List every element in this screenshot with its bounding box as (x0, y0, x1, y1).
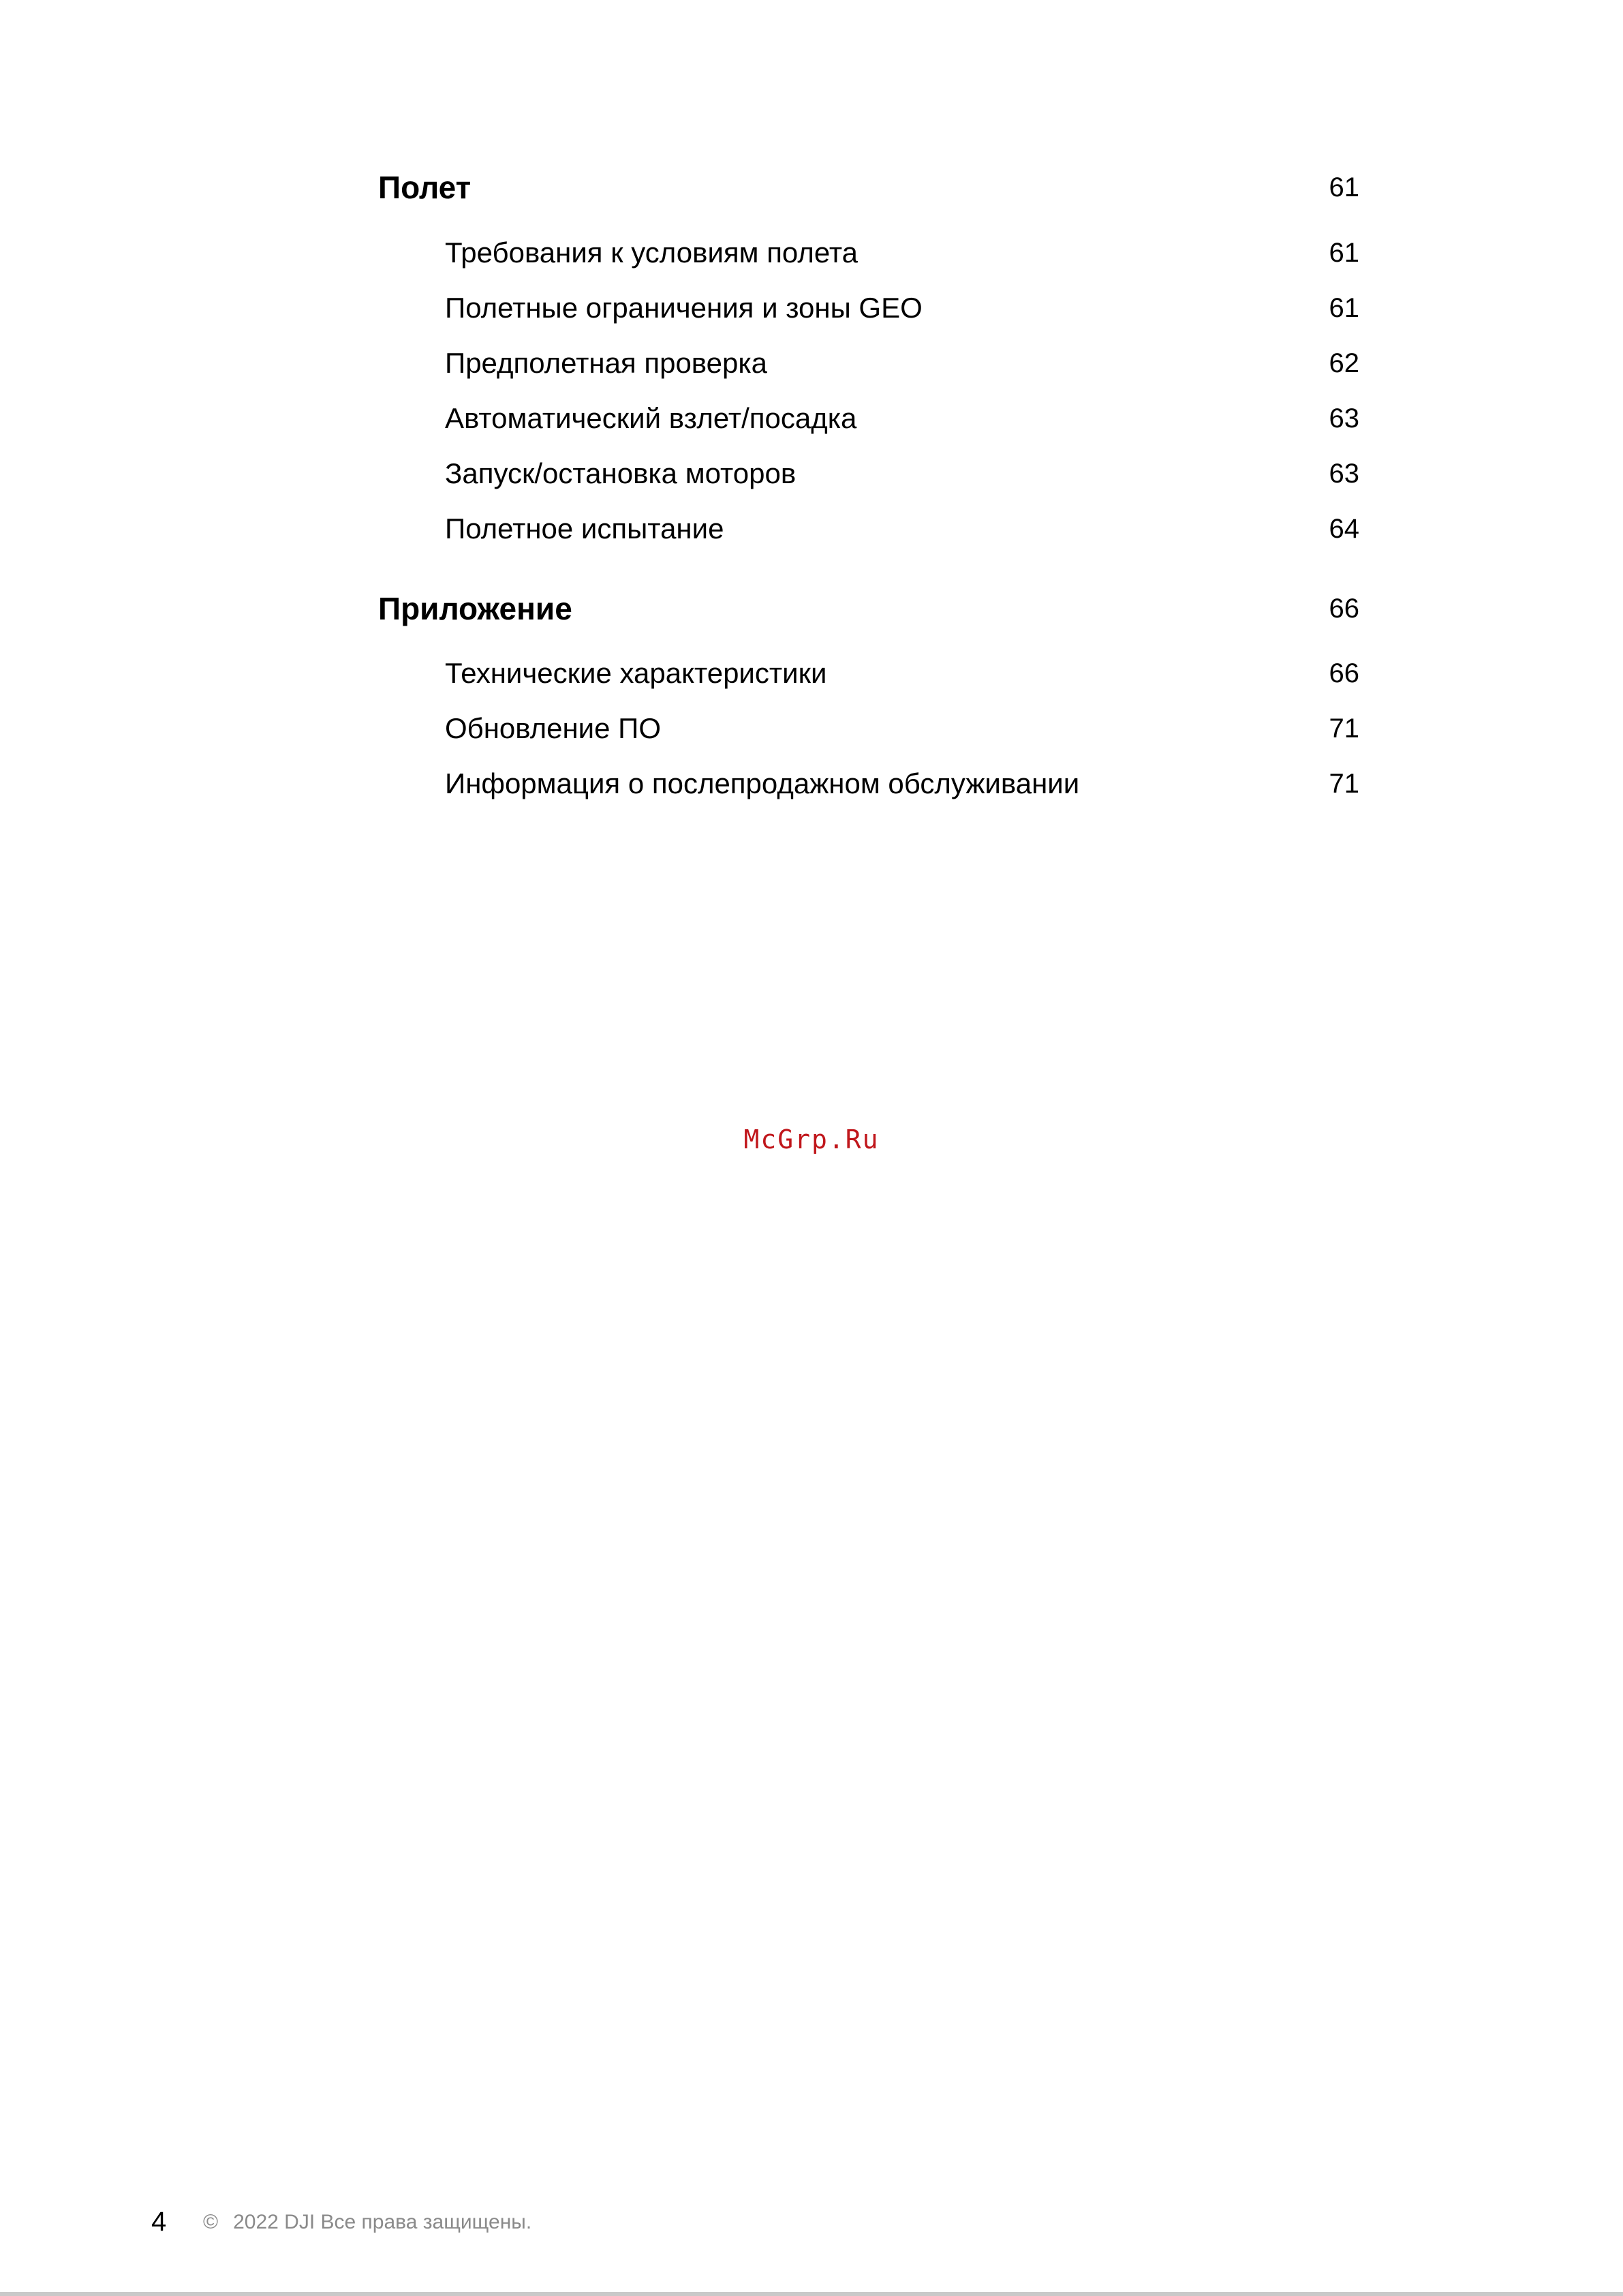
toc-page-number: 71 (1329, 714, 1359, 744)
toc-page-number: 64 (1329, 514, 1359, 544)
toc-page-number: 63 (1329, 403, 1359, 433)
toc-item[interactable] (378, 705, 1359, 752)
toc-section-title: Приложение (378, 591, 572, 626)
toc-section-title: Полет (378, 170, 472, 205)
footer-copyright (203, 2211, 531, 2234)
toc-item-label: Технические характеристики (445, 657, 827, 689)
toc-item[interactable] (378, 760, 1359, 808)
toc-page-number: 62 (1329, 348, 1359, 378)
toc-page-number: 61 (1329, 238, 1359, 268)
watermark: McGrp.Ru (743, 1124, 880, 1154)
toc-section-flight[interactable] (378, 164, 1359, 211)
toc-item-label: Предполетная проверка (445, 347, 768, 379)
copyright-text: 2022 DJI Все права защищены. (233, 2211, 532, 2233)
toc-item[interactable] (378, 229, 1359, 277)
toc-item-label: Обновление ПО (445, 712, 662, 744)
toc-item-label: Запуск/остановка моторов (445, 457, 797, 489)
footer-page-number: 4 (151, 2207, 167, 2237)
toc-section-appendix[interactable] (378, 585, 1359, 632)
toc-page-number: 71 (1329, 769, 1359, 799)
toc-page-number: 61 (1329, 293, 1359, 323)
toc-item[interactable] (378, 505, 1359, 553)
toc-item[interactable] (378, 450, 1359, 498)
toc-item[interactable] (378, 395, 1359, 442)
toc-item[interactable] (378, 284, 1359, 332)
toc-item-label: Полетные ограничения и зоны GEO (445, 292, 923, 324)
toc-item-label: Автоматический взлет/посадка (445, 402, 857, 434)
copyright-symbol: © (203, 2211, 219, 2233)
toc-page-number: 66 (1329, 658, 1359, 688)
toc-item-label: Требования к условиям полета (445, 236, 858, 269)
page-bottom-divider (0, 2292, 1623, 2296)
toc-item[interactable] (378, 339, 1359, 387)
toc-page-number: 63 (1329, 459, 1359, 489)
toc-item-label: Информация о послепродажном обслуживании (445, 767, 1080, 799)
toc-page-number: 61 (1329, 172, 1359, 202)
toc-item-label: Полетное испытание (445, 512, 724, 545)
toc-page-number: 66 (1329, 594, 1359, 624)
toc-item[interactable] (378, 649, 1359, 697)
